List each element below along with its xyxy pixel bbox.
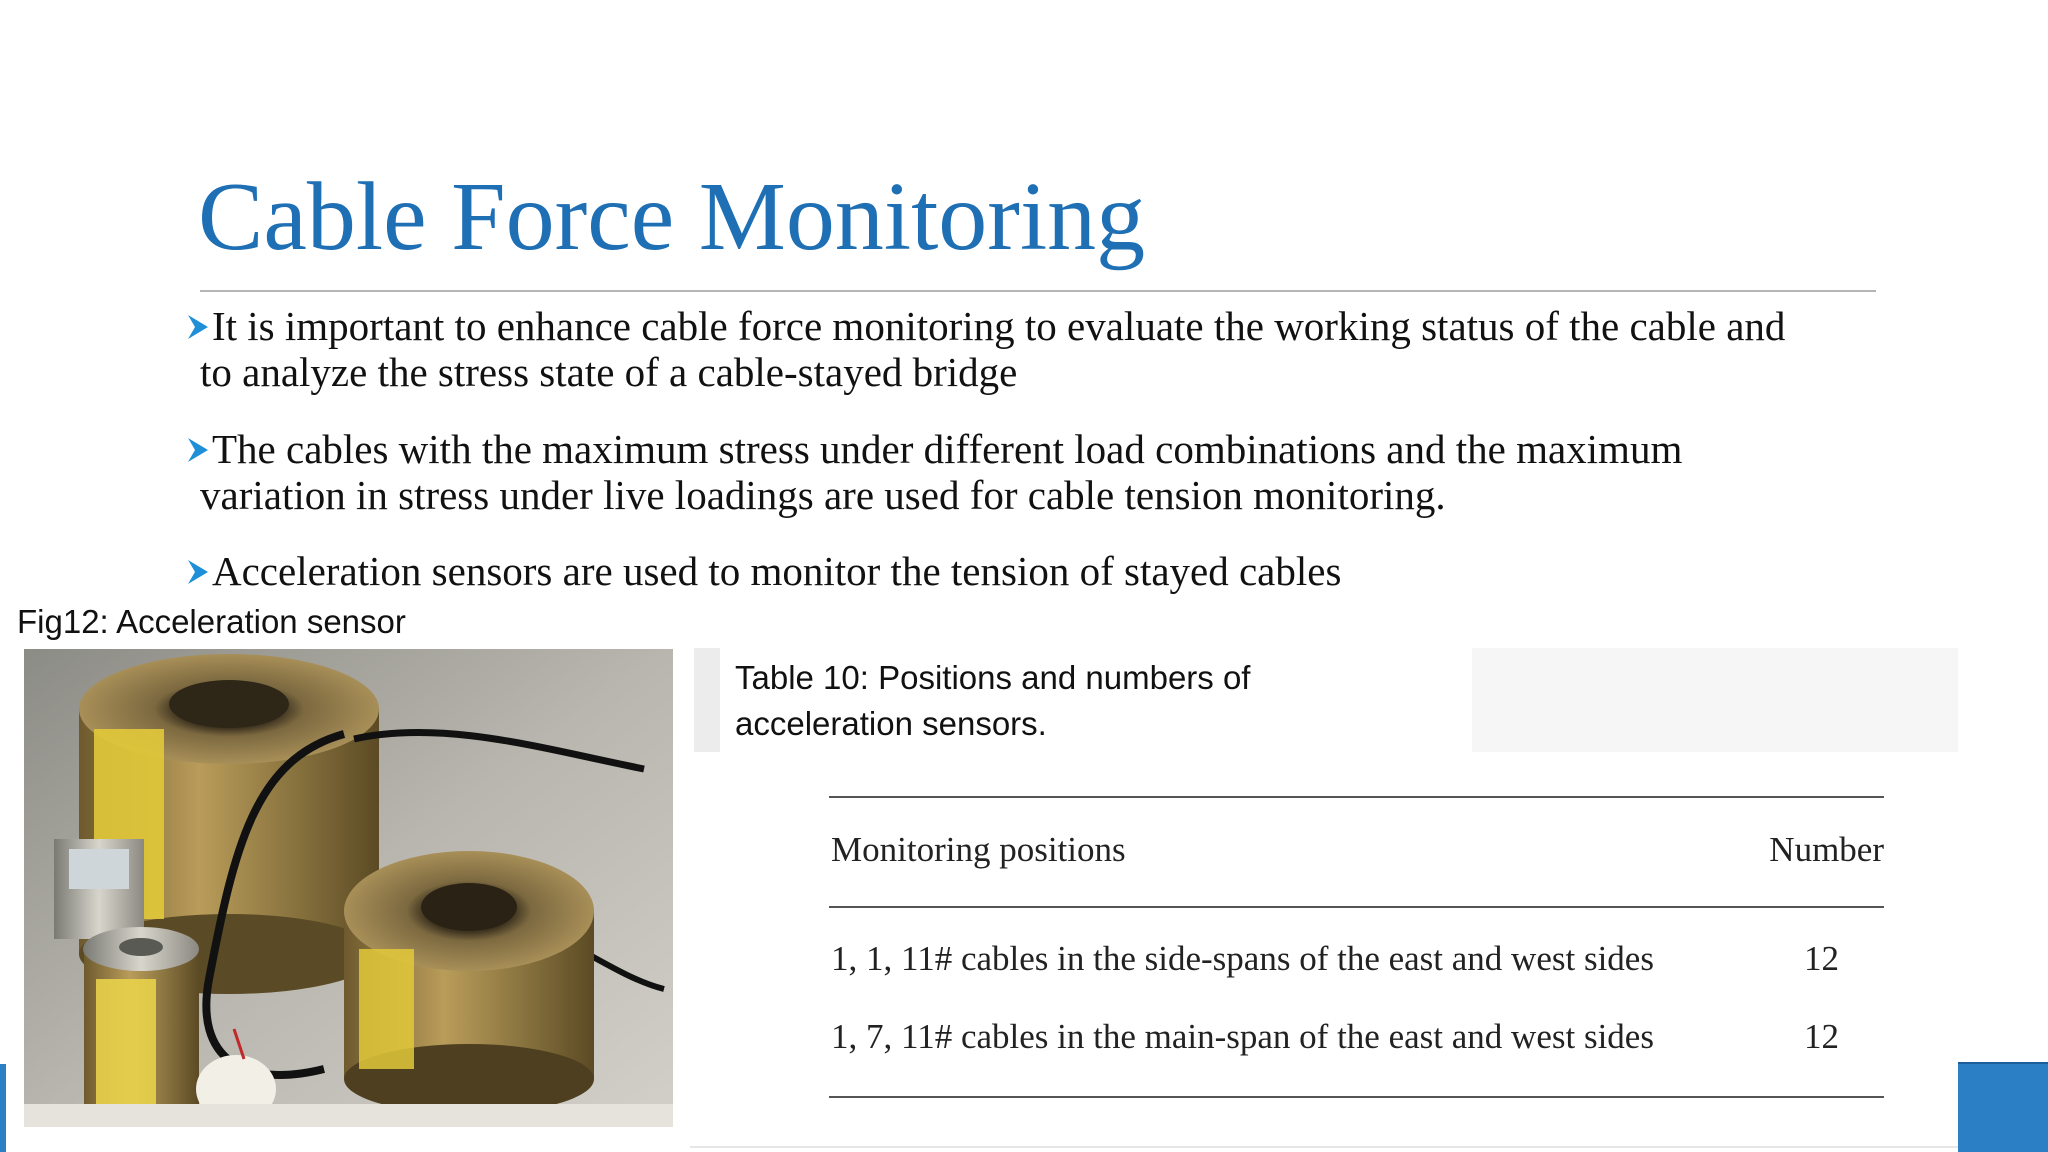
bullet-text: It is important to enhance cable force monitoring to evaluate the working status of the cable and <box>212 303 1786 349</box>
bullet-item-1 <box>186 303 1876 395</box>
figure-caption: Fig12: Acceleration sensor <box>17 603 406 640</box>
bullet-text-continued: to analyze the stress state of a cable-stayed bridge <box>200 349 1018 395</box>
caption-shade-left <box>694 648 720 752</box>
table-header-positions: Monitoring positions <box>831 830 1126 869</box>
table-top-rule <box>829 796 1884 798</box>
arrow-bullet-icon <box>186 557 210 587</box>
table-bottom-rule <box>829 1096 1884 1098</box>
table-caption-line: acceleration sensors. <box>735 705 1047 742</box>
bullet-item-3 <box>186 548 1876 594</box>
arrow-bullet-icon <box>186 435 210 465</box>
acceleration-sensor-photo <box>24 649 673 1127</box>
slide-title: Cable Force Monitoring <box>198 163 1146 271</box>
table-caption <box>735 655 1250 747</box>
footer-rule <box>690 1146 1958 1148</box>
table-header-number: Number <box>1769 830 1884 869</box>
table-cell-number: 12 <box>1804 939 1839 978</box>
caption-shade-right <box>1472 648 1958 752</box>
bullet-text-continued: variation in stress under live loadings are used for cable tension monitoring. <box>200 472 1446 518</box>
bullet-item-2 <box>186 426 1876 518</box>
table-cell-position: 1, 1, 11# cables in the side-spans of the east and west sides <box>831 939 1654 978</box>
bullet-text: The cables with the maximum stress under different load combinations and the maximum <box>212 426 1683 472</box>
table-cell-number: 12 <box>1804 1017 1839 1056</box>
table-header-rule <box>829 906 1884 908</box>
bullet-text: Acceleration sensors are used to monitor the tension of stayed cables <box>212 548 1342 594</box>
table-caption-line: Table 10: Positions and numbers of <box>735 659 1251 696</box>
table-cell-position: 1, 7, 11# cables in the main-span of the east and west sides <box>831 1017 1654 1056</box>
arrow-bullet-icon <box>186 312 210 342</box>
title-divider <box>200 290 1876 292</box>
left-accent-bar <box>0 1064 6 1152</box>
corner-accent-tab <box>1958 1064 2048 1152</box>
